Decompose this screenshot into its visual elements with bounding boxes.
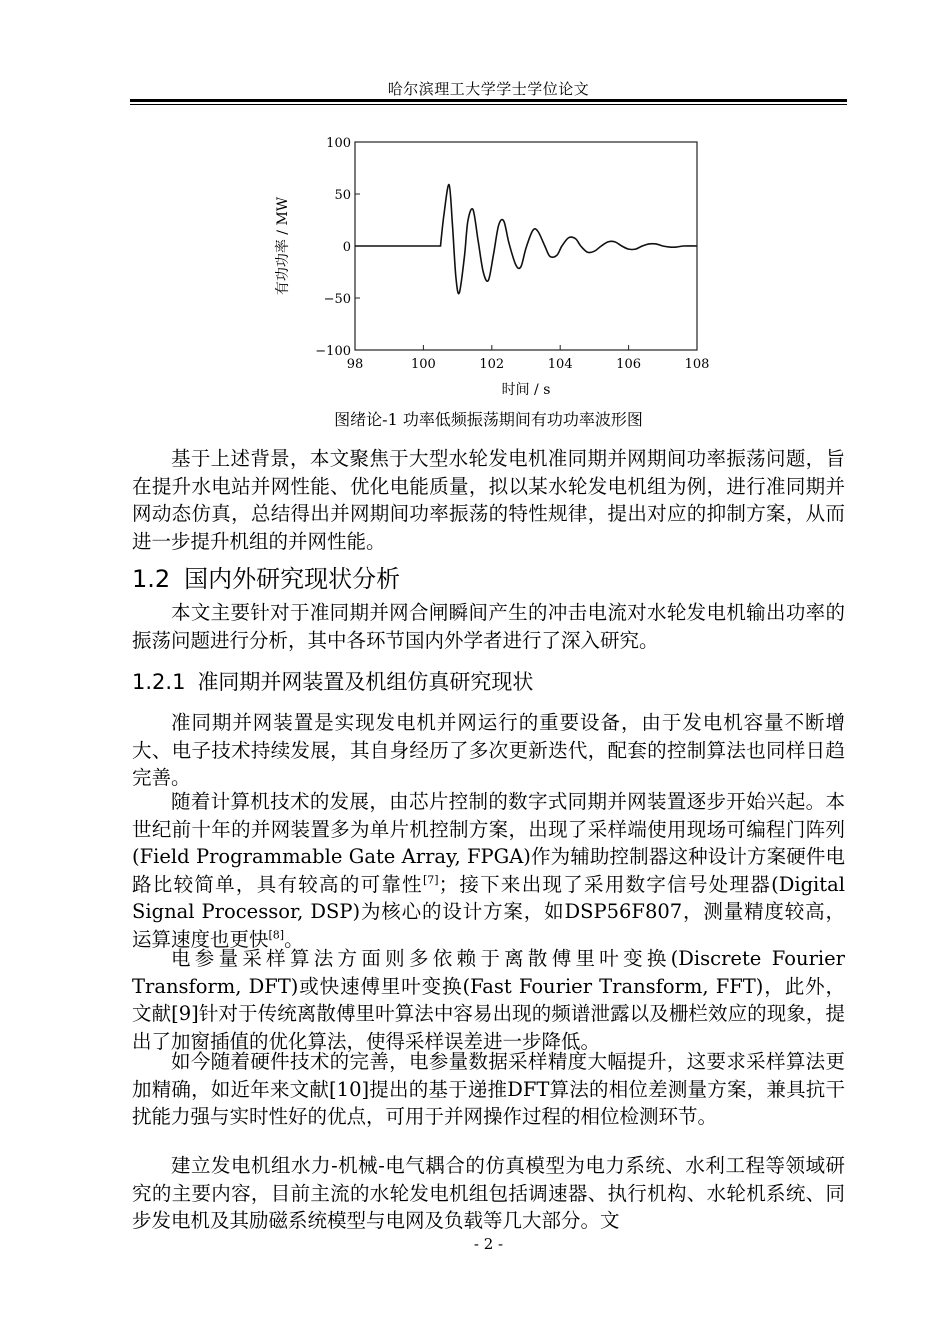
header-rule-thick xyxy=(130,99,847,102)
x-tick-label: 108 xyxy=(684,357,710,372)
y-tick-label: −100 xyxy=(315,344,351,359)
subsection-title: 准同期并网装置及机组仿真研究现状 xyxy=(197,670,534,694)
citation-8: [8] xyxy=(268,928,285,941)
x-axis-label: 时间 / s xyxy=(501,382,551,398)
citation-7: [7] xyxy=(422,873,439,886)
paragraph-background: 基于上述背景，本文聚焦于大型水轮发电机准同期并网期间功率振荡问题，旨在提升水电站并网性能、优化电能质量，拟以某水轮发电机组为例，进行准同期并网动态仿真，总结得出并网期间功率振荡的特性规律，提出对应的抑制方案，从而进一步提升机组的并网性能。 xyxy=(132,447,845,553)
y-tick-label: 50 xyxy=(334,188,351,203)
y-axis-label: 有功功率 / MW xyxy=(275,196,291,296)
x-tick-label: 106 xyxy=(616,357,642,372)
paragraph-digital-part-b: ；接下来出现了采用数字信号处理器(Digital Signal Processor, DSP)为核心的设计方案，如DSP56F807，测量精度较高，运算速度也更快 xyxy=(132,872,845,951)
header-rule-thin xyxy=(130,104,847,105)
section-title: 国内外研究现状分析 xyxy=(184,565,401,593)
paragraph-hardware: 如今随着硬件技术的完善，电参量数据采样精度大幅提升，这要求采样算法更加精确，如近年来文献[10]提出的基于递推DFT算法的相位差测量方案，兼具抗干扰能力强与实时性好的优点，可用于并网操作过程的相位检测环节。 xyxy=(132,1050,845,1128)
figure-caption: 图绪论-1 功率低频振荡期间有功功率波形图 xyxy=(334,410,643,429)
subsection-heading xyxy=(132,666,533,696)
active-power-series xyxy=(355,185,697,294)
x-tick-label: 98 xyxy=(346,357,364,372)
subsection-number: 1.2.1 xyxy=(132,670,186,694)
paragraph-device: 准同期并网装置是实现发电机并网运行的重要设备，由于发电机容量不断增大、电子技术持续发展，其自身经历了多次更新迭代，配套的控制算法也同样日趋完善。 xyxy=(132,711,845,789)
page-number: - 2 - xyxy=(473,1235,504,1253)
paragraph-digital-part-a: 随着计算机技术的发展，由芯片控制的数字式同期并网装置逐步开始兴起。本世纪前十年的并网装置多为单片机控制方案，出现了采样端使用现场可编程门阵列(Field Programmable Gate Array, FPGA)作为辅助控制器这种设计方案硬件电路比较简单，具有较高的可靠性 xyxy=(132,790,845,896)
x-tick-label: 104 xyxy=(547,357,573,372)
x-tick-label: 102 xyxy=(479,357,505,372)
running-header: 哈尔滨理工大学学士学位论文 xyxy=(387,80,590,98)
section-heading xyxy=(132,559,400,594)
section-number: 1.2 xyxy=(132,565,171,593)
power-oscillation-chart xyxy=(262,128,722,403)
y-tick-label: 0 xyxy=(342,240,351,255)
paragraph-sampling: 电参量采样算法方面则多依赖于离散傅里叶变换(Discrete Fourier Transform, DFT)或快速傅里叶变换(Fast Fourier Transform, FFT)，此外，文献[9]针对于传统离散傅里叶算法中容易出现的频谱泄露以及栅栏效应的现象，提出了加窗插值的优化算法，使得采样误差进一步降低。 xyxy=(132,947,845,1053)
power-oscillation-figure xyxy=(262,128,722,403)
paragraph-digital-part-c: 。 xyxy=(284,927,304,951)
y-tick-label: −50 xyxy=(323,292,351,307)
x-tick-label: 100 xyxy=(410,357,436,372)
y-tick-label: 100 xyxy=(326,136,351,151)
paragraph-intro: 本文主要针对于准同期并网合闸瞬间产生的冲击电流对水轮发电机输出功率的振荡问题进行分析，其中各环节国内外学者进行了深入研究。 xyxy=(132,601,845,652)
paragraph-digital xyxy=(132,788,845,953)
paragraph-model: 建立发电机组水力-机械-电气耦合的仿真模型为电力系统、水利工程等领域研究的主要内容，目前主流的水轮发电机组包括调速器、执行机构、水轮机系统、同步发电机及其励磁系统模型与电网及负载等几大部分。文 xyxy=(132,1154,845,1232)
